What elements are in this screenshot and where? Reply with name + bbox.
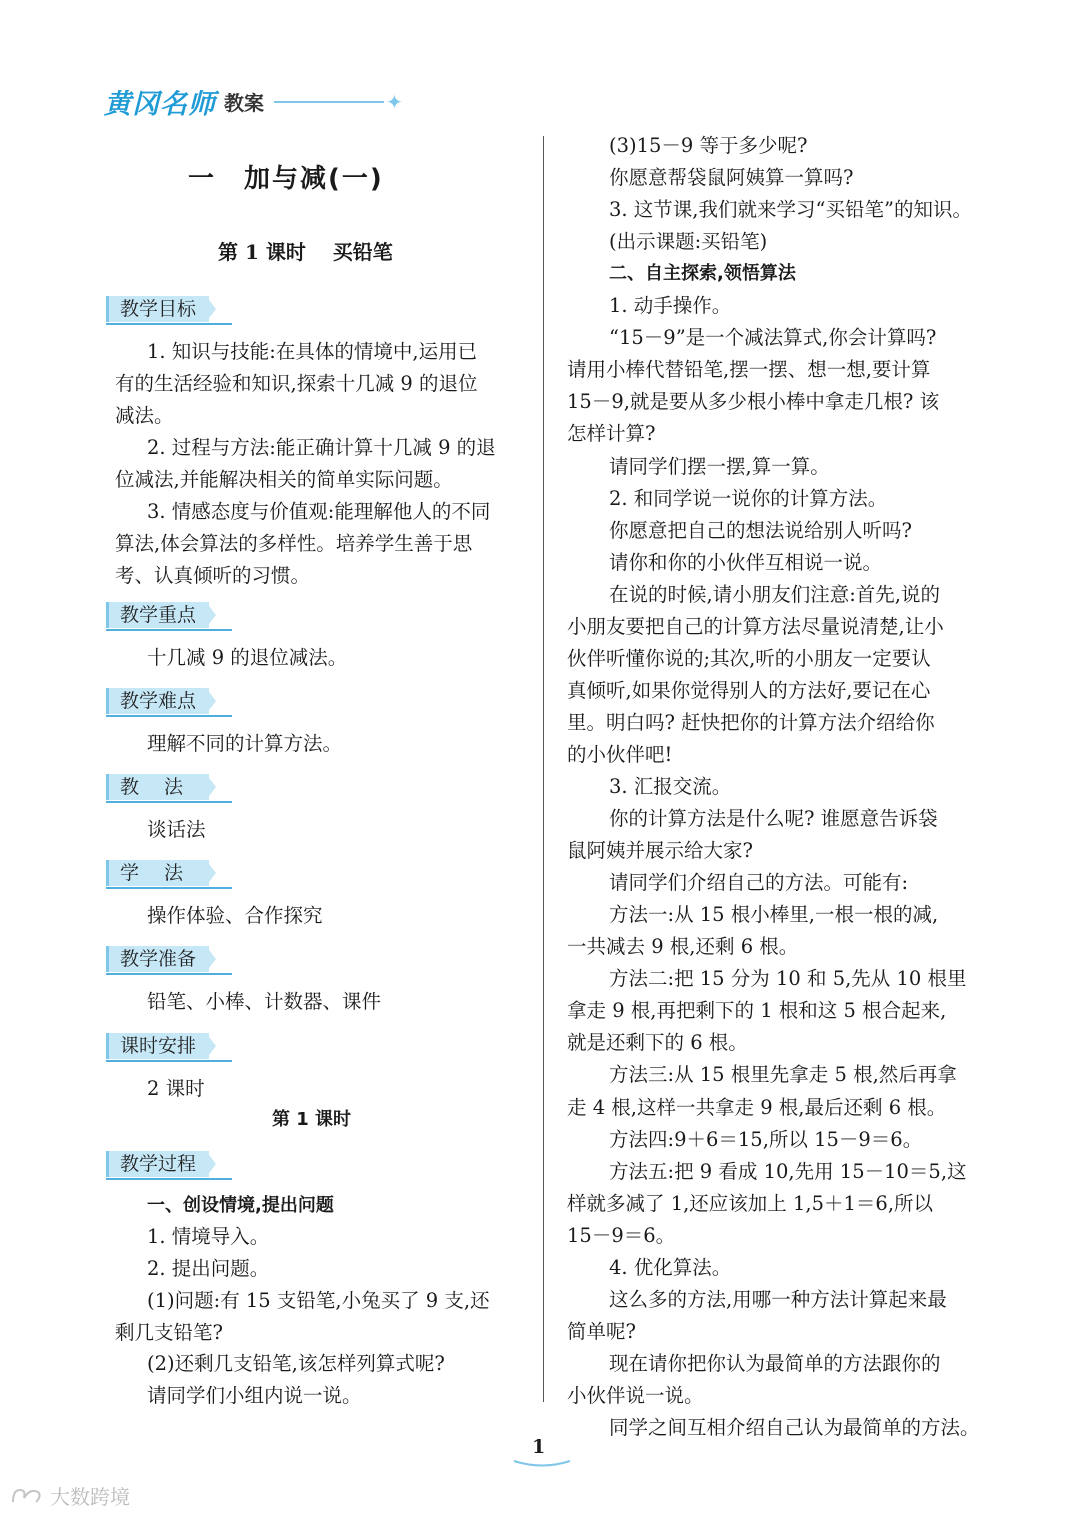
text-line: 3. 这节课,我们就来学习“买铅笔”的知识。 <box>609 198 972 221</box>
lesson-title: 第 1 课时 买铅笔 <box>218 240 393 264</box>
prep-text: 铅笔、小棒、计数器、课件 <box>147 990 382 1013</box>
brand-logo: 黄冈名师 <box>104 89 216 120</box>
text-line: 的小伙伴吧! <box>567 743 673 766</box>
text-line: 15－9＝6。 <box>567 1224 676 1247</box>
goal-1-line-2: 有的生活经验和知识,探索十几减 9 的退位 <box>115 372 478 395</box>
text-line: 现在请你把你认为最简单的方法跟你的 <box>609 1352 941 1375</box>
text-line: 请用小棒代替铅笔,摆一摆、想一想,要计算 <box>567 358 931 381</box>
brand-header <box>104 82 403 121</box>
text-line: 伙伴听懂你说的;其次,听的小朋友一定要认 <box>567 647 931 670</box>
text-line: 方法二:把 15 分为 10 和 5,先从 10 根里 <box>609 967 967 990</box>
text-line: 鼠阿姨并展示给大家? <box>567 839 753 862</box>
chapter-title: 一 加与减(一) <box>188 164 384 194</box>
goal-3-line-2: 算法,体会算法的多样性。培养学生善于思 <box>115 532 473 555</box>
text-line: 真倾听,如果你觉得别人的方法好,要记在心 <box>567 679 931 702</box>
text-line: 就是还剩下的 6 根。 <box>567 1031 748 1054</box>
text-line: 走 4 根,这样一共拿走 9 根,最后还剩 6 根。 <box>567 1096 947 1119</box>
goal-1-line-1: 1. 知识与技能:在具体的情境中,运用已 <box>147 340 478 363</box>
text-line: 里。明白吗? 赶快把你的计算方法介绍给你 <box>567 711 935 734</box>
text-line: 你愿意帮袋鼠阿姨算一算吗? <box>609 166 854 189</box>
text-line: 15－9,就是要从多少根小棒中拿走几根? 该 <box>567 390 940 413</box>
text-line: 怎样计算? <box>567 422 656 445</box>
section-tag-method: 教 法 <box>106 774 232 804</box>
section-tag-difficult: 教学难点 <box>106 688 232 718</box>
text-line: 小朋友要把自己的计算方法尽量说清楚,让小 <box>567 615 944 638</box>
section-tag-learn: 学 法 <box>106 860 232 890</box>
text-line: 方法五:把 9 看成 10,先用 15－10＝5,这 <box>609 1160 967 1183</box>
section-tag-goals: 教学目标 <box>106 296 232 326</box>
text-line: 方法四:9＋6＝15,所以 15－9＝6。 <box>609 1128 923 1151</box>
text-line: 请同学们摆一摆,算一算。 <box>609 455 830 478</box>
text-line: 方法三:从 15 根里先拿走 5 根,然后再拿 <box>609 1063 957 1086</box>
page-number: 1 <box>532 1436 546 1458</box>
difficult-point-text: 理解不同的计算方法。 <box>147 732 343 755</box>
learn-text: 操作体验、合作探究 <box>147 904 323 927</box>
question-2-prompt: 请同学们小组内说一说。 <box>147 1384 362 1407</box>
method-text: 谈话法 <box>147 818 206 841</box>
text-line: 小伙伴说一说。 <box>567 1384 704 1407</box>
text-line: 2. 和同学说一说你的计算方法。 <box>609 487 888 510</box>
text-line: 方法一:从 15 根小棒里,一根一根的减, <box>609 903 939 926</box>
section-tag-process: 教学过程 <box>106 1151 232 1181</box>
process-heading: 一、创设情境,提出问题 <box>147 1195 334 1216</box>
brand-subtitle: 教案 <box>224 91 264 115</box>
question-2: (2)还剩几支铅笔,该怎样列算式呢? <box>147 1352 445 1375</box>
text-line: 3. 汇报交流。 <box>609 775 732 798</box>
goal-3-line-3: 考、认真倾听的习惯。 <box>115 564 311 587</box>
key-point-text: 十几减 9 的退位减法。 <box>147 646 348 669</box>
text-line: (3)15－9 等于多少呢? <box>609 134 808 157</box>
text-line: 在说的时候,请小朋友们注意:首先,说的 <box>609 583 940 606</box>
watermark-text: 大数跨境 <box>50 1485 130 1509</box>
text-line: 请同学们介绍自己的方法。可能有: <box>609 871 909 894</box>
goal-2-line-2: 位减法,并能解决相关的简单实际问题。 <box>115 468 453 491</box>
goal-3-line-1: 3. 情感态度与价值观:能理解他人的不同 <box>147 500 491 523</box>
process-step-1: 1. 情境导入。 <box>147 1225 270 1248</box>
text-line: 请你和你的小伙伴互相说一说。 <box>609 551 883 574</box>
page-number-ornament <box>512 1458 572 1468</box>
sparkle-icon: ✦ <box>386 89 403 114</box>
section-tag-key: 教学重点 <box>106 602 232 632</box>
text-line: 拿走 9 根,再把剩下的 1 根和这 5 根合起来, <box>567 999 947 1022</box>
text-line: 简单呢? <box>567 1320 636 1343</box>
text-line: (出示课题:买铅笔) <box>609 230 768 253</box>
goal-2-line-1: 2. 过程与方法:能正确计算十几减 9 的退 <box>147 436 496 459</box>
section-tag-prep: 教学准备 <box>106 946 232 976</box>
text-line: 1. 动手操作。 <box>609 294 732 317</box>
period-title: 第 1 课时 <box>272 1109 352 1130</box>
text-line: 这么多的方法,用哪一种方法计算起来最 <box>609 1288 947 1311</box>
brand-rule <box>274 101 384 103</box>
text-line: 你愿意把自己的想法说给别人听吗? <box>609 519 912 542</box>
section-heading: 二、自主探索,领悟算法 <box>609 263 796 284</box>
schedule-text: 2 课时 <box>147 1077 205 1100</box>
section-tag-schedule: 课时安排 <box>106 1033 232 1063</box>
goal-1-line-3: 减法。 <box>115 404 174 427</box>
text-line: 一共减去 9 根,还剩 6 根。 <box>567 935 799 958</box>
text-line: 样就多减了 1,还应该加上 1,5＋1＝6,所以 <box>567 1192 934 1215</box>
question-1-line-2: 剩几支铅笔? <box>115 1321 223 1344</box>
question-1-line-1: (1)问题:有 15 支铅笔,小兔买了 9 支,还 <box>147 1289 490 1312</box>
watermark-logo-icon <box>10 1486 44 1506</box>
text-line: 你的计算方法是什么呢? 谁愿意告诉袋 <box>609 807 938 830</box>
text-line: “15－9”是一个减法算式,你会计算吗? <box>609 326 937 349</box>
text-line: 同学之间互相介绍自己认为最简单的方法。 <box>609 1416 980 1439</box>
text-line: 4. 优化算法。 <box>609 1256 732 1279</box>
watermark <box>10 1481 130 1510</box>
process-step-2: 2. 提出问题。 <box>147 1257 270 1280</box>
column-divider <box>543 136 544 1402</box>
